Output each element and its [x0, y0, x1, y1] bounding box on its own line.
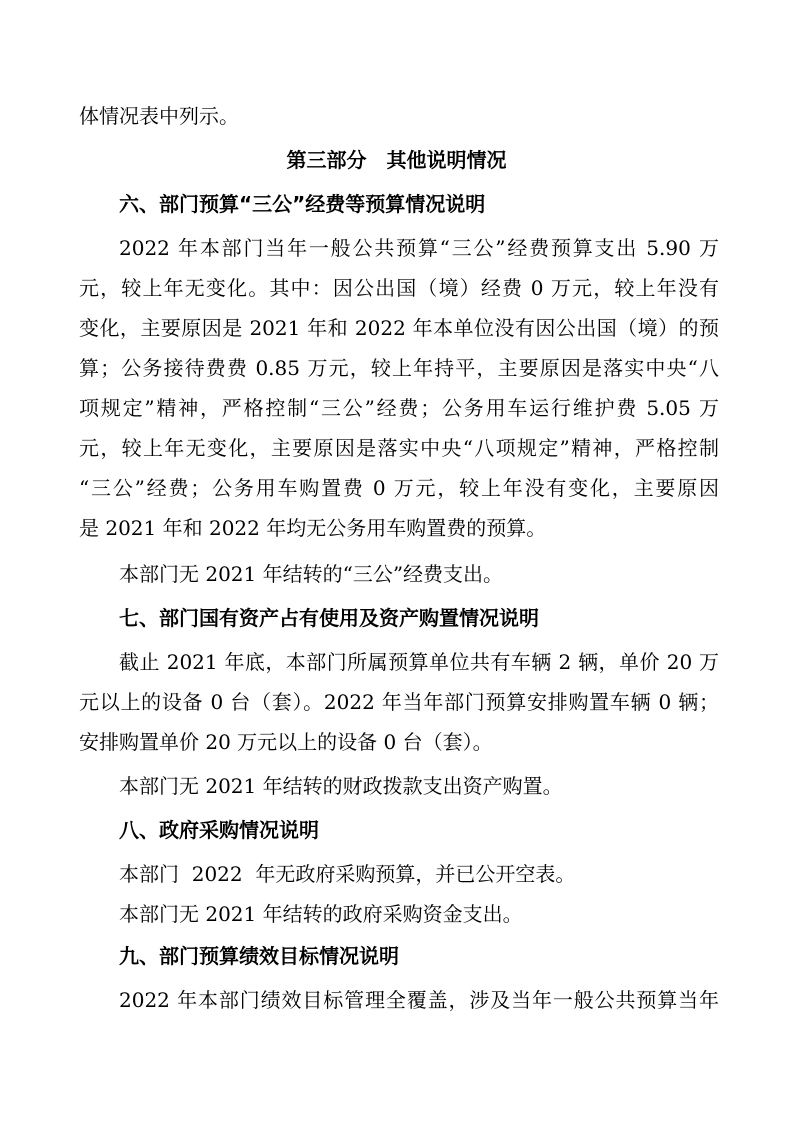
- paragraph-line: 体情况表中列示。: [79, 104, 239, 128]
- paragraph-line: “三公”经费；公务用车购置费 0 万元，较上年没有变化，主要原因: [79, 476, 719, 500]
- paragraph-line: 元，较上年无变化。其中：因公出国（境）经费 0 万元，较上年没有: [79, 276, 719, 300]
- paragraph-line: 截止 2021 年底，本部门所属预算单位共有车辆 2 辆，单价 20 万: [119, 650, 719, 674]
- section-heading-8: 八、政府采购情况说明: [119, 818, 319, 842]
- paragraph-line: 本部门 2022 年无政府采购预算，并已公开空表。: [119, 862, 576, 886]
- section-heading-7: 七、部门国有资产占有使用及资产购置情况说明: [119, 606, 539, 630]
- paragraph-line: 本部门无 2021 年结转的政府采购资金支出。: [119, 902, 523, 926]
- section-heading-9: 九、部门预算绩效目标情况说明: [119, 944, 399, 968]
- paragraph-line: 元，较上年无变化，主要原因是落实中央“八项规定”精神，严格控制: [79, 436, 719, 460]
- part-title: 第三部分 其他说明情况: [286, 148, 507, 172]
- paragraph-line: 2022 年本部门当年一般公共预算“三公”经费预算支出 5.90 万: [119, 236, 719, 260]
- paragraph-line: 项规定”精神，严格控制“三公”经费；公务用车运行维护费 5.05 万: [79, 396, 719, 420]
- section-heading-6: 六、部门预算“三公”经费等预算情况说明: [119, 192, 486, 216]
- paragraph-line: 本部门无 2021 年结转的“三公”经费支出。: [119, 562, 504, 586]
- paragraph-line: 是 2021 年和 2022 年均无公务用车购置费的预算。: [79, 516, 547, 540]
- paragraph-line: 安排购置单价 20 万元以上的设备 0 台（套）。: [79, 730, 493, 754]
- paragraph-line: 元以上的设备 0 台（套）。2022 年当年部门预算安排购置车辆 0 辆；: [79, 690, 719, 714]
- paragraph-line: 算；公务接待费费 0.85 万元，较上年持平，主要原因是落实中央“八: [79, 356, 719, 380]
- paragraph-line: 本部门无 2021 年结转的财政拨款支出资产购置。: [119, 774, 563, 798]
- paragraph-line: 变化，主要原因是 2021 年和 2022 年本单位没有因公出国（境）的预: [79, 316, 719, 340]
- paragraph-line: 2022 年本部门绩效目标管理全覆盖，涉及当年一般公共预算当年: [119, 988, 719, 1012]
